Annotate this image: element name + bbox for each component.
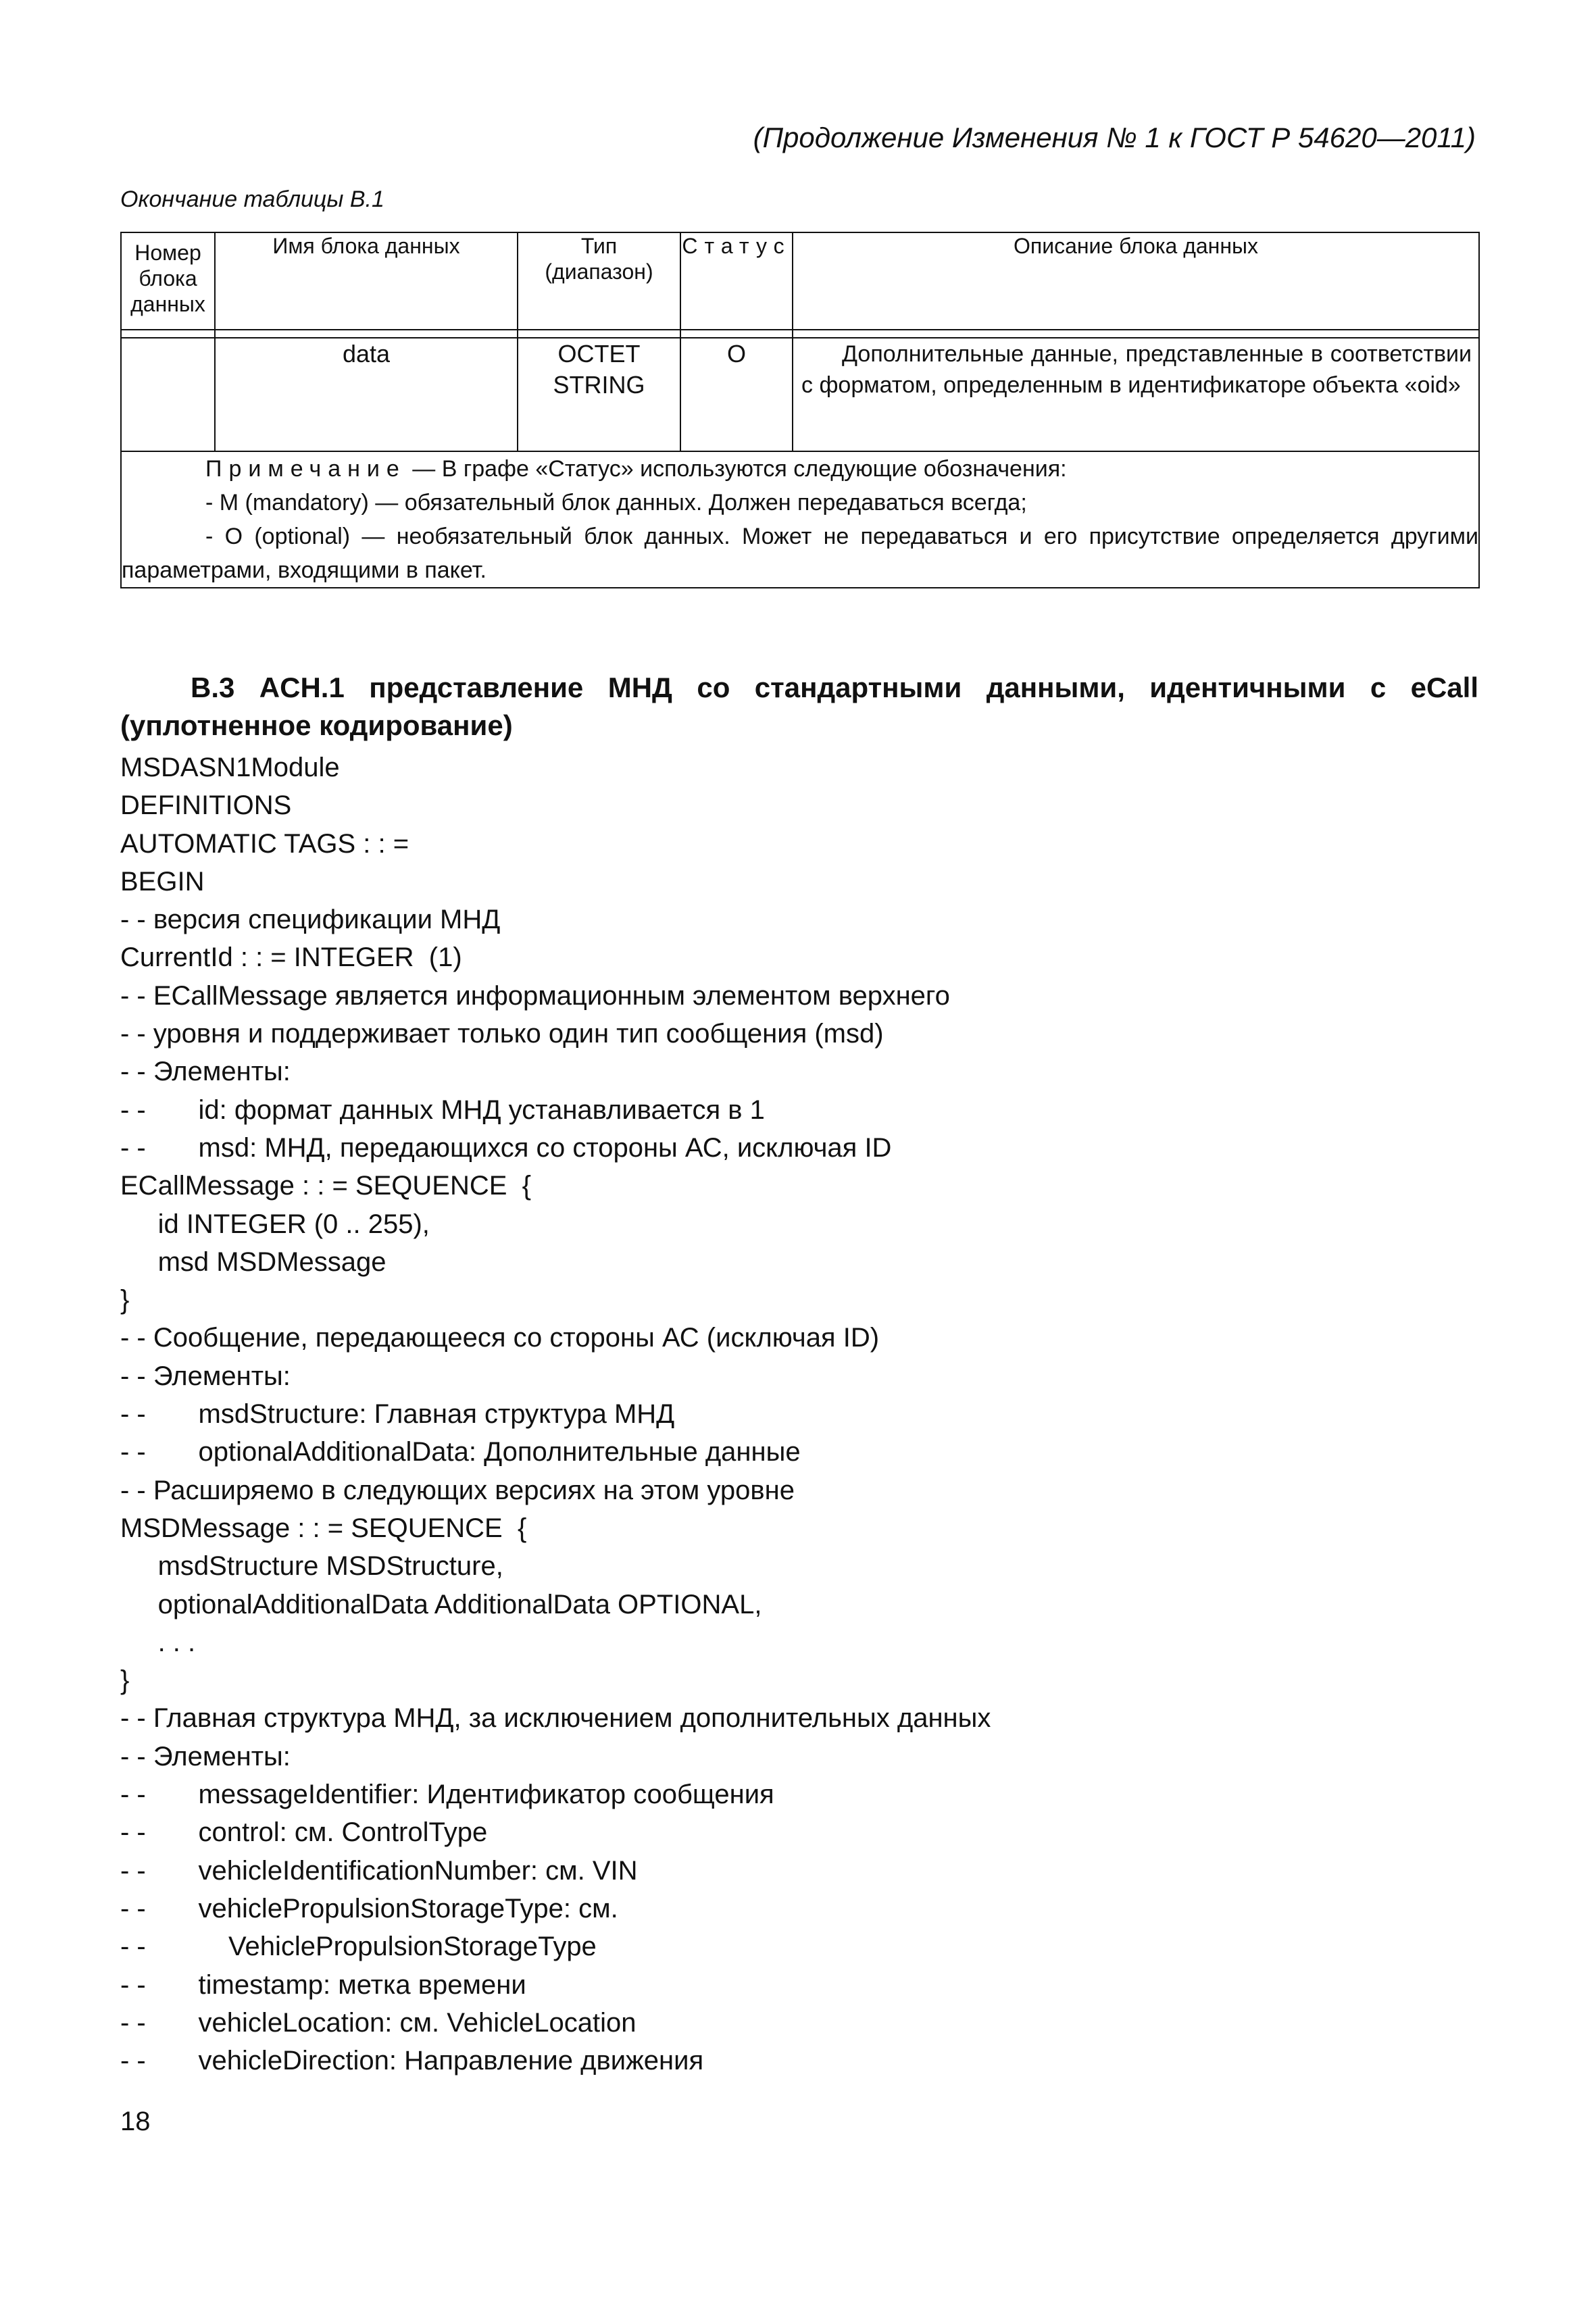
code-line: DEFINITIONS (120, 790, 292, 821)
header-separator (121, 330, 1479, 338)
header-block-number: Номер блока данных (121, 232, 215, 330)
code-line: - - Главная структура МНД, за исключением дополнительных данных (120, 1703, 991, 1734)
code-line: MSDMessage : : = SEQUENCE { (120, 1513, 527, 1543)
code-line: - - Расширяемо в следующих версиях на этом уровне (120, 1475, 795, 1505)
header-block-name: Имя блока данных (215, 232, 518, 330)
table-note-row (121, 451, 1479, 588)
note-line-mandatory: - M (mandatory) — обязательный блок данных. Должен передаваться всегда; (205, 490, 1027, 515)
header-status: Статус (680, 232, 793, 330)
code-line: - - Элементы: (120, 1741, 291, 1771)
header-description: Описание блока данных (793, 232, 1479, 330)
code-line: BEGIN (120, 866, 205, 897)
code-line: - - версия спецификации МНД (120, 905, 501, 935)
code-line: - - vehicleLocation: см. VehicleLocation (120, 2007, 637, 2038)
table-caption: Окончание таблицы В.1 (120, 186, 384, 212)
code-line: - - control: см. ControlType (120, 1817, 488, 1848)
cell-block-name: data (215, 338, 518, 451)
code-line: - - Элементы: (120, 1057, 291, 1087)
code-line: . . . (120, 1627, 196, 1657)
code-line: - - уровня и поддерживает только один тип сообщения (msd) (120, 1019, 884, 1049)
code-line: - - optionalAdditionalData: Дополнительные данные (120, 1437, 801, 1467)
code-line: msd MSDMessage (120, 1247, 386, 1277)
note-text: — В графе «Статус» используются следующие обозначения: (412, 456, 1067, 482)
code-line: MSDASN1Module (120, 753, 340, 782)
page-number: 18 (120, 2107, 151, 2136)
code-line: - - timestamp: метка времени (120, 1969, 526, 2000)
cell-block-number (121, 338, 215, 451)
code-line: AUTOMATIC TAGS : : = (120, 828, 409, 859)
note-line-optional: - O (optional) — необязательный блок данных. Может не передаваться и его присутствие определяется другими параметрами, входящими в пакет. (122, 524, 1478, 583)
code-line: - - msd: МНД, передающихся со стороны АС, исключая ID (120, 1132, 892, 1163)
data-block-table (120, 232, 1480, 588)
code-line: - - VehiclePropulsionStorageType (120, 1932, 597, 1962)
page-header: (Продолжение Изменения № 1 к ГОСТ Р 54620—2011) (753, 122, 1476, 153)
code-line: ECallMessage : : = SEQUENCE { (120, 1171, 532, 1201)
code-line: id INTEGER (0 .. 255), (120, 1209, 430, 1239)
cell-type: OCTET STRING (518, 338, 680, 451)
code-line: - - id: формат данных МНД устанавливается в 1 (120, 1095, 765, 1125)
section-title: В.3 ACH.1 представление МНД со стандартными данными, идентичными с eCall (уплотненное кодирование) (120, 672, 1478, 741)
code-line: } (120, 1665, 130, 1696)
code-line: - - vehicleIdentificationNumber: см. VIN (120, 1855, 638, 1886)
table-header-row (121, 232, 1479, 330)
table-note (121, 451, 1479, 588)
code-line: optionalAdditionalData AdditionalData OPTIONAL, (120, 1589, 762, 1619)
header-type: Тип (диапазон) (518, 232, 680, 330)
code-line: - - vehicleDirection: Направление движения (120, 2046, 704, 2076)
cell-description: Дополнительные данные, представленные в соответствии с форматом, определенным в идентификаторе объекта «oid» (793, 338, 1479, 451)
code-line: - - vehiclePropulsionStorageType: см. (120, 1893, 618, 1923)
code-line: msdStructure MSDStructure, (120, 1551, 503, 1582)
cell-status: O (680, 338, 793, 451)
asn1-code-block (120, 749, 991, 2080)
code-line: - - Элементы: (120, 1361, 291, 1391)
code-line: CurrentId : : = INTEGER (1) (120, 942, 462, 973)
code-line: - - messageIdentifier: Идентификатор сообщения (120, 1780, 774, 1810)
code-line: - - Сообщение, передающееся со стороны АС (исключая ID) (120, 1323, 880, 1353)
note-label: Примечание (205, 456, 406, 482)
table-row (121, 338, 1479, 451)
code-line: } (120, 1285, 130, 1315)
code-line: - - ECallMessage является информационным элементом верхнего (120, 980, 950, 1011)
code-line: - - msdStructure: Главная структура МНД (120, 1399, 675, 1430)
